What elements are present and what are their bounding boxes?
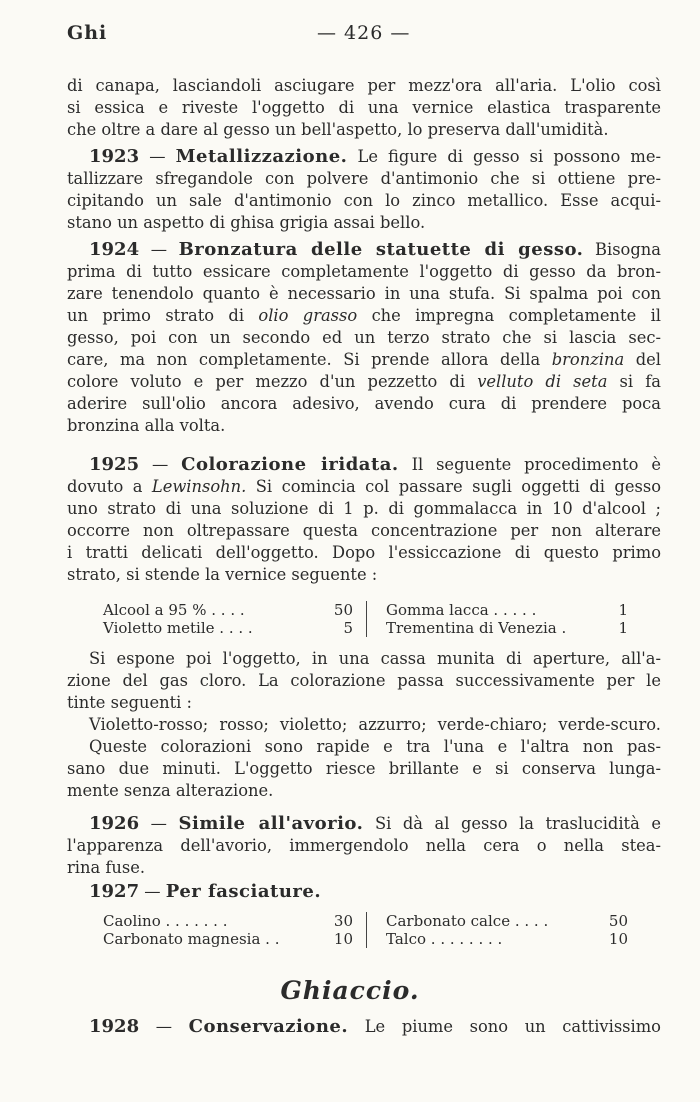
text-line: i tratti delicati dell'oggetto. Dopo l'essiccazione di questo primo — [67, 543, 661, 562]
text-line: l'apparenza dell'avorio, immergendolo nella cera o nella stea- — [67, 836, 661, 855]
column-divider — [366, 930, 367, 948]
text-line: di canapa, lasciandoli asciugare per mezz'ora all'aria. L'olio così — [67, 76, 661, 95]
text-line: cipitando un sale d'antimonio con lo zinco metallico. Esse acqui- — [67, 191, 661, 210]
text-line: stano un aspetto di ghisa grigia assai bello. — [67, 213, 426, 232]
entry-number: 1926 — [89, 813, 140, 834]
ingredient-quantity: 1 — [618, 601, 628, 619]
page-header — [67, 22, 657, 50]
italic-term: velluto di seta — [477, 372, 608, 391]
text-line: occorre non oltrepassare questa concentrazione per non alterare — [67, 521, 661, 540]
text-run: che impregna completamente il — [371, 306, 661, 325]
table-row — [103, 619, 643, 637]
text-line: sano due minuti. L'oggetto riesce brillante e si conserva lunga- — [67, 759, 661, 778]
column-divider — [366, 601, 367, 619]
text-line: Si espone poi l'oggetto, in una cassa munita di aperture, all'a- — [89, 649, 661, 668]
text-run: Si dà al gesso la traslucidità e — [374, 814, 661, 833]
text-line — [67, 371, 661, 393]
text-line: rina fuse. — [67, 858, 146, 877]
entry-title: Metallizzazione. — [175, 146, 348, 167]
dash: — — [149, 147, 166, 166]
entry-number: 1925 — [89, 454, 140, 475]
ingredient-name: Carbonato magnesia . . — [103, 930, 280, 948]
text-line: strato, si stende la vernice seguente : — [67, 565, 378, 584]
text-line: bronzina alla volta. — [67, 416, 226, 435]
text-run: dovuto a — [67, 477, 143, 496]
paragraph-continuation — [67, 75, 661, 141]
table-row — [103, 601, 643, 619]
ingredient-name: Caolino . . . . . . . — [103, 912, 228, 930]
italic-term: olio grasso — [258, 306, 358, 325]
text-line: zione del gas cloro. La colorazione passa successivamente per le — [67, 671, 661, 690]
dash: — — [150, 240, 167, 259]
entry-1924 — [67, 239, 661, 437]
text-run: si fa — [619, 372, 661, 391]
text-run: un primo strato di — [67, 306, 245, 325]
entry-1925-continued — [67, 648, 661, 802]
ingredient-quantity: 10 — [608, 930, 628, 948]
text-line: gesso, poi con un secondo ed un terzo strato che si lascia sec- — [67, 328, 661, 347]
table-row — [103, 930, 643, 948]
text-line: Queste colorazioni sono rapide e tra l'una e l'altra non pas- — [89, 737, 661, 756]
text-run: Bisogna — [595, 240, 661, 259]
ingredient-name: Trementina di Venezia . — [386, 619, 567, 637]
text-line — [67, 476, 661, 498]
entry-title: Per fasciature. — [165, 881, 322, 902]
text-run: care, ma non completamente. Si prende allora della — [67, 350, 541, 369]
entry-title: Conservazione. — [188, 1016, 349, 1037]
text-run: Il seguente procedimento è — [411, 455, 661, 474]
color-sequence: Violetto-rosso; rosso; violetto; azzurro; verde-chiaro; verde-scuro. — [89, 715, 661, 734]
ingredient-name: Gomma lacca . . . . . — [386, 601, 537, 619]
text-run: del — [635, 350, 661, 369]
ingredient-quantity: 50 — [333, 601, 353, 619]
entry-title: Bronzatura delle statuette di gesso. — [178, 239, 584, 260]
column-divider — [366, 619, 367, 637]
ingredient-quantity: 5 — [343, 619, 353, 637]
entry-title: Colorazione iridata. — [181, 454, 399, 475]
dash: — — [144, 882, 161, 901]
text-line: uno strato di una soluzione di 1 p. di gommalacca in 10 d'alcool ; — [67, 499, 661, 518]
entry-1927 — [67, 881, 661, 903]
dash: — — [151, 455, 169, 474]
ingredient-quantity: 1 — [618, 619, 628, 637]
recipe-table-1925 — [103, 601, 643, 637]
column-divider — [366, 912, 367, 930]
recipe-table-1927 — [103, 912, 643, 948]
dash: — — [150, 814, 167, 833]
text-line: mente senza alterazione. — [67, 781, 274, 800]
text-run: Le piume sono un cattivissimo — [364, 1017, 661, 1036]
dash: — — [155, 1017, 173, 1036]
text-line: prima di tutto essicare completamente l'oggetto di gesso da bron- — [67, 262, 661, 281]
running-head-section: Ghi — [67, 22, 108, 44]
text-line: aderire sull'olio ancora adesivo, avendo cura di prendere poca — [67, 394, 661, 413]
text-line: zare tenendolo quanto è necessario in una stufa. Si spalma poi con — [67, 284, 661, 303]
text-run: Le figure di gesso si possono me- — [357, 147, 662, 166]
text-line — [67, 349, 661, 371]
text-line: si essica e riveste l'oggetto di una vernice elastica trasparente — [67, 98, 661, 117]
table-row — [103, 912, 643, 930]
entry-1928 — [67, 1016, 661, 1038]
ingredient-name: Talco . . . . . . . . — [386, 930, 503, 948]
text-line — [67, 305, 661, 327]
text-line: tallizzare sfregandole con polvere d'antimonio che si ottiene pre- — [67, 169, 661, 188]
ingredient-name: Alcool a 95 % . . . . — [103, 601, 245, 619]
entry-1926 — [67, 813, 661, 879]
italic-term: bronzina — [551, 350, 625, 369]
entry-title: Simile all'avorio. — [178, 813, 364, 834]
text-line: tinte seguenti : — [67, 693, 193, 712]
entry-1923 — [67, 146, 661, 234]
text-run: Si comincia col passare sugli oggetti di gesso — [255, 477, 661, 496]
ingredient-name: Carbonato calce . . . . — [386, 912, 549, 930]
ingredient-quantity: 10 — [333, 930, 353, 948]
ingredient-quantity: 30 — [333, 912, 353, 930]
section-title: Ghiaccio. — [280, 976, 420, 1005]
ingredient-quantity: 50 — [608, 912, 628, 930]
text-line: che oltre a dare al gesso un bell'aspetto, lo preserva dall'umidità. — [67, 120, 609, 139]
ingredient-name: Violetto metile . . . . — [103, 619, 253, 637]
entry-1925 — [67, 454, 661, 586]
italic-author: Lewinsohn. — [151, 477, 247, 496]
page-number: — 426 — — [317, 22, 411, 44]
text-run: colore voluto e per mezzo d'un pezzetto di — [67, 372, 466, 391]
entry-number: 1924 — [89, 239, 140, 260]
entry-number: 1923 — [89, 146, 140, 167]
entry-number: 1928 — [89, 1016, 140, 1037]
entry-number: 1927 — [89, 881, 140, 902]
